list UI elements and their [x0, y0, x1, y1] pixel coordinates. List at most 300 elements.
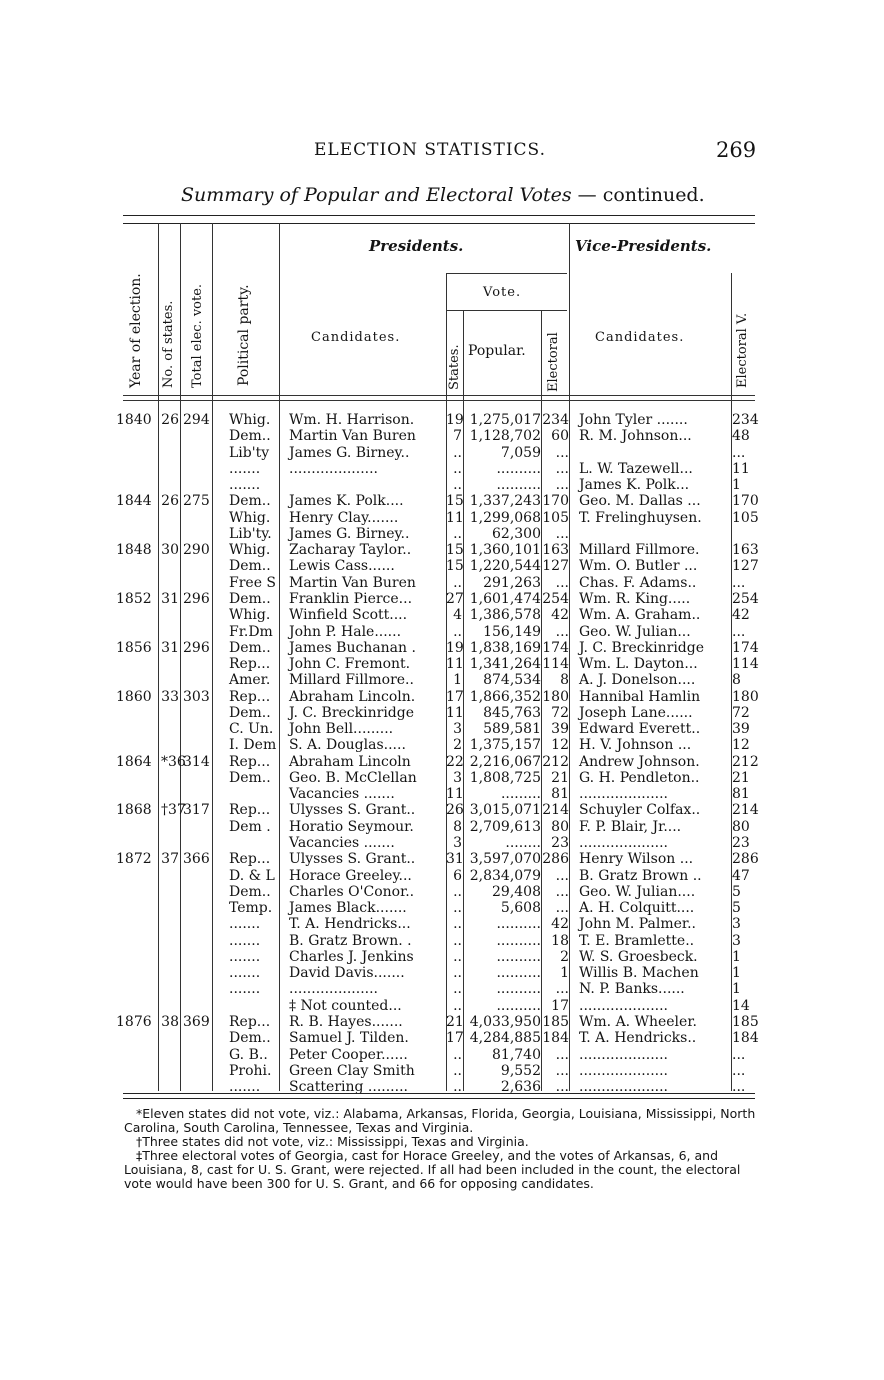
cell-vp: John Tyler .......: [579, 412, 688, 428]
cell-year: 1864: [116, 753, 152, 770]
cell-pop: 156,149: [483, 623, 541, 640]
cell-pres: Zacharay Taylor..: [289, 542, 412, 559]
cell-year: 1860: [116, 688, 152, 705]
cell-party: Rep...: [229, 688, 271, 705]
cell-st: ..: [453, 932, 462, 949]
cell-te: 366: [183, 851, 210, 868]
cell-ev: 1: [560, 965, 569, 982]
cell-pop: 81,740: [492, 1046, 541, 1063]
cell-vp: F. P. Blair, Jr....: [579, 818, 682, 835]
cell-pop: ..........: [496, 932, 541, 949]
cell-pres: T. A. Hendricks...: [289, 916, 411, 933]
footnote-2: †Three states did not vote, viz.: Mississippi, Texas and Virginia.: [136, 1134, 529, 1149]
cell-te: 369: [183, 1013, 210, 1030]
cell-party: G. B..: [229, 1046, 268, 1063]
cell-st: 8: [453, 818, 462, 835]
top-rule: [123, 215, 755, 216]
cell-pop: .........: [500, 786, 541, 803]
cell-vp: James K. Polk...: [579, 477, 690, 494]
cell-st: ..: [453, 981, 462, 998]
cell-st: 15: [446, 558, 464, 575]
cell-vp: John M. Palmer..: [579, 916, 696, 933]
cell-vp: Geo. M. Dallas ...: [579, 493, 701, 510]
cell-vev: 80: [732, 818, 750, 835]
cell-pres: ‡ Not counted...: [289, 997, 402, 1014]
cell-pres: Horatio Seymour.: [289, 818, 414, 835]
cell-vev: 48: [732, 428, 750, 445]
cell-pop: 874,534: [483, 672, 541, 689]
cell-pop: ........: [505, 835, 541, 852]
cell-ev: 72: [551, 704, 569, 721]
cell-vp: B. Gratz Brown ..: [579, 867, 702, 884]
subheader-rule: [447, 310, 567, 311]
cell-ev: 23: [551, 835, 569, 852]
cell-vev: 180: [732, 688, 759, 705]
cell-party: Whig.: [229, 412, 271, 428]
cell-pop: 1,601,474: [469, 590, 541, 607]
cell-pres: Horace Greeley...: [289, 867, 412, 884]
cell-st: ..: [453, 1062, 462, 1079]
cell-st: 17: [446, 688, 464, 705]
cell-vev: 23: [732, 835, 750, 852]
cell-vev: ...: [732, 1079, 746, 1096]
cell-vp: ....................: [579, 1046, 669, 1063]
subtitle-text: Summary of Popular and Electoral Votes: [181, 184, 572, 206]
cell-ev: 180: [542, 688, 569, 705]
cell-ev: ...: [555, 574, 569, 591]
cell-st: ..: [453, 477, 462, 494]
header-vice-presidents: Vice-Presidents.: [575, 237, 712, 255]
header-vp-candidates: Candidates.: [595, 330, 685, 345]
cell-ev: ...: [555, 867, 569, 884]
cell-party: .......: [229, 916, 261, 933]
cell-vev: 81: [732, 786, 750, 803]
cell-vp: Wm. O. Butler ...: [579, 558, 698, 575]
cell-party: .......: [229, 477, 261, 494]
cell-vp: G. H. Pendleton..: [579, 769, 700, 786]
cell-pres: James G. Birney..: [289, 444, 410, 461]
cell-vp: ....................: [579, 786, 669, 803]
cell-ev: 185: [542, 1013, 569, 1030]
cell-vev: 12: [732, 737, 750, 754]
cell-vp: ....................: [579, 997, 669, 1014]
cell-vev: 1: [732, 948, 741, 965]
cell-vev: 21: [732, 769, 750, 786]
cell-st: 11: [446, 704, 464, 721]
cell-pres: Abraham Lincoln: [289, 753, 411, 770]
cell-st: 3: [453, 769, 462, 786]
cell-vp: R. M. Johnson...: [579, 428, 692, 445]
cell-party: .......: [229, 1079, 261, 1096]
cell-vev: 184: [732, 1030, 759, 1047]
cell-st: ..: [453, 997, 462, 1014]
cell-pop: 2,216,067: [469, 753, 541, 770]
header-bottom-rule: [123, 395, 755, 396]
cell-party: .......: [229, 965, 261, 982]
cell-te: 296: [183, 590, 210, 607]
cell-ns: 31: [161, 639, 179, 656]
cell-pres: Geo. B. McClellan: [289, 769, 417, 786]
cell-vev: 234: [732, 412, 759, 428]
cell-vev: 174: [732, 639, 759, 656]
cell-vev: 127: [732, 558, 759, 575]
cell-year: 1840: [116, 412, 152, 428]
cell-party: .......: [229, 948, 261, 965]
cell-year: 1856: [116, 639, 152, 656]
cell-st: ..: [453, 965, 462, 982]
cell-st: ..: [453, 883, 462, 900]
cell-vev: 1: [732, 965, 741, 982]
cell-ev: 18: [551, 932, 569, 949]
cell-party: Dem .: [229, 818, 271, 835]
cell-ev: 286: [542, 851, 569, 868]
cell-pop: 291,263: [483, 574, 541, 591]
subtitle-continued: — continued.: [571, 184, 705, 206]
top-rule-2: [123, 223, 755, 224]
cell-vp: Wm. L. Dayton...: [579, 656, 698, 673]
cell-vp: Geo. W. Julian....: [579, 883, 696, 900]
cell-pres: Samuel J. Tilden.: [289, 1030, 409, 1047]
table-subtitle: [181, 184, 705, 206]
cell-pop: ..........: [496, 460, 541, 477]
header-electoral-v: Electoral V.: [735, 312, 750, 388]
cell-vev: 254: [732, 590, 759, 607]
cell-st: 17: [446, 1030, 464, 1047]
header-presidents: Presidents.: [369, 237, 464, 255]
cell-vp: ....................: [579, 835, 669, 852]
cell-vev: ...: [732, 574, 746, 591]
cell-ev: ...: [555, 1062, 569, 1079]
cell-vev: 3: [732, 932, 741, 949]
cell-pop: 5,608: [500, 900, 541, 917]
cell-pres: ....................: [289, 460, 379, 477]
cell-ev: ...: [555, 525, 569, 542]
cell-ev: ...: [555, 1079, 569, 1096]
cell-vev: 163: [732, 542, 759, 559]
cell-te: 317: [183, 802, 210, 819]
cell-pop: 7,059: [500, 444, 541, 461]
cell-pop: 1,375,157: [469, 737, 541, 754]
cell-vp: J. C. Breckinridge: [579, 639, 705, 656]
cell-vp: Geo. W. Julian...: [579, 623, 691, 640]
cell-pres: James K. Polk....: [289, 493, 404, 510]
cell-pres: Millard Fillmore..: [289, 672, 414, 689]
cell-pres: Green Clay Smith: [289, 1062, 415, 1079]
vote-header-rule: [447, 273, 567, 274]
cell-year: 1852: [116, 590, 152, 607]
cell-pop: 1,866,352: [469, 688, 541, 705]
cell-pop: 1,386,578: [469, 607, 541, 624]
cell-pop: ..........: [496, 965, 541, 982]
cell-vp: Wm. A. Graham..: [579, 607, 701, 624]
cell-party: Rep...: [229, 802, 271, 819]
cell-st: ..: [453, 1079, 462, 1096]
cell-party: .......: [229, 460, 261, 477]
cell-ev: 184: [542, 1030, 569, 1047]
cell-party: I. Dem: [229, 737, 277, 754]
cell-party: Fr.Dm: [229, 623, 273, 640]
cell-st: ..: [453, 916, 462, 933]
header-states: States.: [447, 344, 462, 390]
cell-st: 6: [453, 867, 462, 884]
cell-ev: ...: [555, 623, 569, 640]
cell-party: .......: [229, 932, 261, 949]
header-bottom-rule-2: [123, 400, 755, 401]
cell-ev: 114: [542, 656, 569, 673]
cell-ev: 127: [542, 558, 569, 575]
cell-pres: Franklin Pierce...: [289, 590, 413, 607]
cell-ns: 38: [161, 1013, 179, 1030]
bottom-rule: [123, 1093, 755, 1094]
cell-vev: 214: [732, 802, 759, 819]
cell-pop: 62,300: [492, 525, 541, 542]
cell-ns: 31: [161, 590, 179, 607]
cell-st: 15: [446, 542, 464, 559]
cell-pop: 1,299,068: [469, 509, 541, 526]
cell-party: Rep...: [229, 656, 271, 673]
cell-pop: 2,636: [500, 1079, 541, 1096]
cell-ns: 26: [161, 493, 179, 510]
cell-te: 303: [183, 688, 210, 705]
cell-pop: 1,128,702: [469, 428, 541, 445]
cell-pop: ..........: [496, 916, 541, 933]
cell-pop: ..........: [496, 997, 541, 1014]
cell-st: 11: [446, 656, 464, 673]
cell-pres: Ulysses S. Grant..: [289, 802, 416, 819]
cell-ns: 33: [161, 688, 179, 705]
cell-st: ..: [453, 1046, 462, 1063]
running-title: ELECTION STATISTICS.: [314, 140, 546, 160]
cell-pres: Henry Clay.......: [289, 509, 399, 526]
cell-vev: 212: [732, 753, 759, 770]
cell-ns: 37: [161, 851, 179, 868]
cell-ev: 163: [542, 542, 569, 559]
cell-st: ..: [453, 444, 462, 461]
cell-te: 294: [183, 412, 210, 428]
cell-pres: Martin Van Buren: [289, 428, 416, 445]
cell-vev: 286: [732, 851, 759, 868]
cell-st: 19: [446, 639, 464, 656]
cell-party: Whig.: [229, 542, 271, 559]
cell-vev: 14: [732, 997, 750, 1014]
cell-pop: 3,597,070: [469, 851, 541, 868]
cell-party: Lib'ty.: [229, 525, 272, 542]
cell-pop: 3,015,071: [469, 802, 541, 819]
cell-pop: 2,709,613: [469, 818, 541, 835]
cell-ns: 30: [161, 542, 179, 559]
cell-st: 22: [446, 753, 464, 770]
cell-pop: 4,284,885: [469, 1030, 541, 1047]
cell-vev: 3: [732, 916, 741, 933]
cell-ev: ...: [555, 477, 569, 494]
cell-pop: ..........: [496, 948, 541, 965]
header-party: Political party.: [236, 284, 252, 386]
cell-te: 275: [183, 493, 210, 510]
cell-party: Dem..: [229, 1030, 271, 1047]
cell-vev: ...: [732, 1046, 746, 1063]
cell-party: Whig.: [229, 509, 271, 526]
cell-ev: 39: [551, 721, 569, 738]
cell-ev: 174: [542, 639, 569, 656]
cell-party: Dem..: [229, 493, 271, 510]
cell-party: .......: [229, 981, 261, 998]
cell-st: 4: [453, 607, 462, 624]
cell-vp: Chas. F. Adams..: [579, 574, 697, 591]
cell-pop: 1,360,101: [469, 542, 541, 559]
cell-vp: Edward Everett..: [579, 721, 701, 738]
header-candidates: Candidates.: [311, 330, 401, 345]
cell-ev: 2: [560, 948, 569, 965]
cell-st: 19: [446, 412, 464, 428]
cell-ev: 105: [542, 509, 569, 526]
cell-party: Dem..: [229, 428, 271, 445]
cell-ev: 254: [542, 590, 569, 607]
cell-te: 296: [183, 639, 210, 656]
cell-pop: 589,581: [483, 721, 541, 738]
cell-pop: 1,220,544: [469, 558, 541, 575]
cell-pop: 1,337,243: [469, 493, 541, 510]
cell-pop: ..........: [496, 477, 541, 494]
cell-te: 314: [183, 753, 210, 770]
page-number: 269: [716, 138, 757, 162]
cell-vp: A. J. Donelson....: [579, 672, 696, 689]
cell-pop: 845,763: [483, 704, 541, 721]
cell-vp: T. Frelinghuysen.: [579, 509, 702, 526]
cell-ns: *36: [161, 753, 186, 770]
cell-pres: Peter Cooper......: [289, 1046, 408, 1063]
cell-st: ..: [453, 525, 462, 542]
header-vote: Vote.: [483, 285, 522, 300]
cell-party: Free S: [229, 574, 277, 591]
cell-pres: J. C. Breckinridge: [289, 704, 415, 721]
cell-vp: Joseph Lane......: [579, 704, 693, 721]
cell-st: 3: [453, 721, 462, 738]
cell-ev: 212: [542, 753, 569, 770]
cell-ev: 17: [551, 997, 569, 1014]
cell-party: Lib'ty: [229, 444, 270, 461]
cell-vev: ...: [732, 444, 746, 461]
cell-pop: ..........: [496, 981, 541, 998]
header-electoral: Electoral: [546, 332, 561, 392]
cell-party: Prohi.: [229, 1062, 272, 1079]
cell-vev: 185: [732, 1013, 759, 1030]
header-popular: Popular.: [468, 343, 526, 359]
cell-ev: ...: [555, 444, 569, 461]
cell-pres: John Bell.........: [289, 721, 394, 738]
bottom-rule-2: [123, 1098, 755, 1099]
cell-party: Dem..: [229, 558, 271, 575]
cell-st: 26: [446, 802, 464, 819]
cell-party: Amer.: [229, 672, 271, 689]
cell-pres: R. B. Hayes.......: [289, 1013, 403, 1030]
header-year: Year of election.: [128, 273, 144, 388]
cell-st: 11: [446, 509, 464, 526]
cell-pres: Wm. H. Harrison.: [289, 412, 415, 428]
cell-pres: ....................: [289, 981, 379, 998]
cell-vev: ...: [732, 1062, 746, 1079]
cell-pres: John P. Hale......: [289, 623, 402, 640]
cell-ev: ...: [555, 900, 569, 917]
cell-st: 2: [453, 737, 462, 754]
cell-vp: Wm. A. Wheeler.: [579, 1013, 697, 1030]
cell-vev: 1: [732, 477, 741, 494]
header-total-elec: Total elec. vote.: [190, 283, 205, 388]
cell-pres: Ulysses S. Grant..: [289, 851, 416, 868]
cell-party: Dem..: [229, 769, 271, 786]
cell-vp: T. A. Hendricks..: [579, 1030, 697, 1047]
cell-pop: 29,408: [492, 883, 541, 900]
cell-pop: 2,834,079: [469, 867, 541, 884]
cell-pres: Charles J. Jenkins: [289, 948, 414, 965]
cell-party: D. & L: [229, 867, 275, 884]
cell-st: ..: [453, 574, 462, 591]
cell-vp: T. E. Bramlette..: [579, 932, 695, 949]
cell-vp: Millard Fillmore.: [579, 542, 700, 559]
cell-vp: Andrew Johnson.: [579, 753, 700, 770]
cell-vev: 8: [732, 672, 741, 689]
cell-vp: A. H. Colquitt....: [579, 900, 695, 917]
cell-vev: 1: [732, 981, 741, 998]
cell-vev: 72: [732, 704, 750, 721]
cell-ev: ...: [555, 883, 569, 900]
cell-pres: James Black.......: [289, 900, 407, 917]
cell-st: 21: [446, 1013, 464, 1030]
cell-party: Dem..: [229, 590, 271, 607]
cell-vev: 5: [732, 900, 741, 917]
cell-pop: 1,808,725: [469, 769, 541, 786]
cell-party: Rep...: [229, 753, 271, 770]
cell-ev: 234: [542, 412, 569, 428]
cell-vp: W. S. Groesbeck.: [579, 948, 698, 965]
cell-party: Temp.: [229, 900, 273, 917]
cell-pop: 1,838,169: [469, 639, 541, 656]
cell-st: ..: [453, 623, 462, 640]
cell-ev: 60: [551, 428, 569, 445]
cell-st: 15: [446, 493, 464, 510]
cell-vev: 170: [732, 493, 759, 510]
cell-pres: Abraham Lincoln.: [289, 688, 416, 705]
cell-ev: ...: [555, 1046, 569, 1063]
cell-pres: Scattering .........: [289, 1079, 408, 1096]
cell-ev: 81: [551, 786, 569, 803]
cell-pres: Vacancies .......: [289, 786, 395, 803]
cell-st: 27: [446, 590, 464, 607]
cell-ev: ...: [555, 460, 569, 477]
cell-party: Rep...: [229, 851, 271, 868]
cell-pres: Charles O'Conor..: [289, 883, 415, 900]
cell-pres: James Buchanan .: [289, 639, 416, 656]
cell-ev: 80: [551, 818, 569, 835]
cell-ns: 26: [161, 412, 179, 428]
cell-ev: ...: [555, 981, 569, 998]
cell-ev: 42: [551, 916, 569, 933]
cell-vp: Wm. R. King.....: [579, 590, 691, 607]
cell-year: 1844: [116, 493, 152, 510]
cell-pres: B. Gratz Brown. .: [289, 932, 412, 949]
cell-ns: †37: [161, 802, 186, 819]
cell-st: ..: [453, 900, 462, 917]
cell-st: 3: [453, 835, 462, 852]
cell-vev: 5: [732, 883, 741, 900]
cell-vp: ....................: [579, 1079, 669, 1096]
cell-ev: 12: [551, 737, 569, 754]
cell-year: 1868: [116, 802, 152, 819]
cell-pres: David Davis.......: [289, 965, 405, 982]
cell-pres: John C. Fremont.: [289, 656, 411, 673]
cell-vev: 105: [732, 509, 759, 526]
cell-vp: Schuyler Colfax..: [579, 802, 701, 819]
cell-ev: 21: [551, 769, 569, 786]
